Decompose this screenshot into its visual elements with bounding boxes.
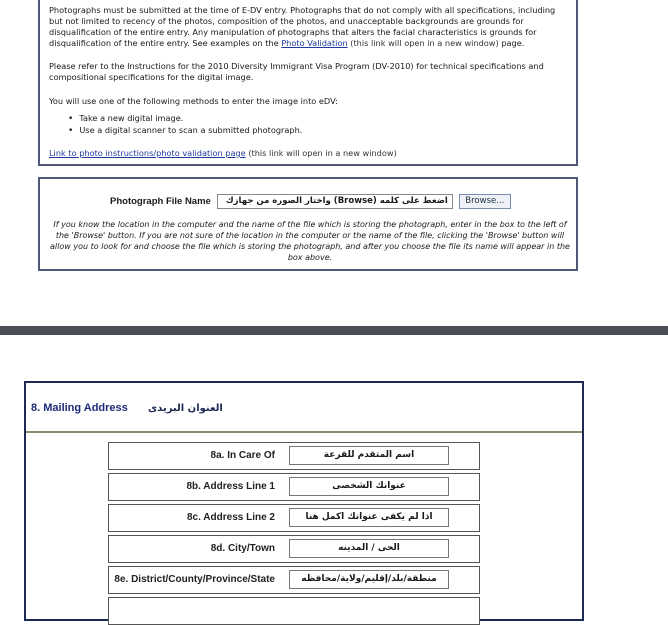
section-divider: [0, 326, 668, 335]
photo-requirements-paragraph: Photographs must be submitted at the time of E-DV entry. Photographs that do not comply with all specifications, including but not limited to recency of the photos, composition of the photos, and unacceptable backgrounds are grounds for disqualification of the entire entry. Any manipulation of photographs that alters the facial characteristics is grounds for disqualification of the entire entry. See examples on the: [49, 5, 556, 48]
next-address-row: [108, 597, 480, 625]
mailing-address-title-arabic: العنوان البريدى: [148, 403, 223, 414]
in-care-of-label: 8a. In Care Of: [210, 450, 275, 461]
instructions-link-line: [49, 148, 397, 158]
address-line-1-label: 8b. Address Line 1: [186, 481, 275, 492]
mailing-address-header: [26, 383, 582, 433]
photo-requirements-text: [49, 5, 569, 49]
method-item: • Use a digital scanner to scan a submitted photograph.: [68, 125, 302, 137]
methods-list: [68, 113, 302, 137]
city-town-row: [108, 535, 480, 563]
instructions-reference-text: Please refer to the Instructions for the 2010 Diversity Immigrant Visa Program (DV-2010) for technical specifications and compositional specifications for the digital image.: [49, 61, 544, 82]
in-care-of-input[interactable]: اسم المتقدم للقرعة: [289, 446, 449, 465]
mailing-address-title: 8. Mailing Address: [31, 402, 128, 414]
photo-validation-link[interactable]: Photo Validation: [281, 38, 348, 48]
in-care-of-row: [108, 442, 480, 470]
address-line-2-row: [108, 504, 480, 532]
photo-instructions-link-note: (this link will open in a new window): [248, 148, 397, 158]
photo-requirements-paragraph-end: page.: [501, 38, 525, 48]
district-county-province-state-row: [108, 566, 480, 594]
district-county-province-state-input[interactable]: منطقة/بلد/إقليم/ولاية/محافظه: [289, 570, 449, 589]
mailing-address-panel: [24, 381, 584, 621]
photo-upload-panel: [38, 177, 578, 271]
photo-instructions-link[interactable]: Link to photo instructions/photo validation page: [49, 148, 246, 158]
address-line-1-input[interactable]: عنوانك الشخصى: [289, 477, 449, 496]
photo-file-row: [110, 193, 511, 209]
photo-file-help-text: If you know the location in the computer and the name of the file which is storing the photograph, enter in the box to the left of the 'Browse' button. If you are not sure of the location in the computer or the name of the file, clicking the 'Browse' button will allow you to look for and choose the file which is storing the photograph, and after you choose the file its name will appear in the box above.: [50, 220, 570, 262]
browse-button[interactable]: Browse...: [459, 194, 511, 209]
address-line-1-row: [108, 473, 480, 501]
district-county-province-state-label: 8e. District/County/Province/State: [114, 574, 275, 585]
city-town-label: 8d. City/Town: [210, 543, 275, 554]
photo-validation-link-note: (this link will open in a new window): [350, 38, 499, 48]
photo-file-label: Photograph File Name: [110, 195, 211, 207]
photo-file-input[interactable]: اضغط على كلمه (Browse) واختار الصوره من جهازك: [217, 194, 453, 209]
address-line-2-input[interactable]: اذا لم يكفى عنوانك اكمل هنا: [289, 508, 449, 527]
method-item: • Take a new digital image.: [68, 113, 302, 125]
methods-intro-text: You will use one of the following methods to enter the image into eDV:: [49, 96, 338, 106]
photo-instructions-panel: [38, 0, 578, 166]
address-line-2-label: 8c. Address Line 2: [187, 512, 275, 523]
city-town-input[interactable]: الحى / المدينه: [289, 539, 449, 558]
